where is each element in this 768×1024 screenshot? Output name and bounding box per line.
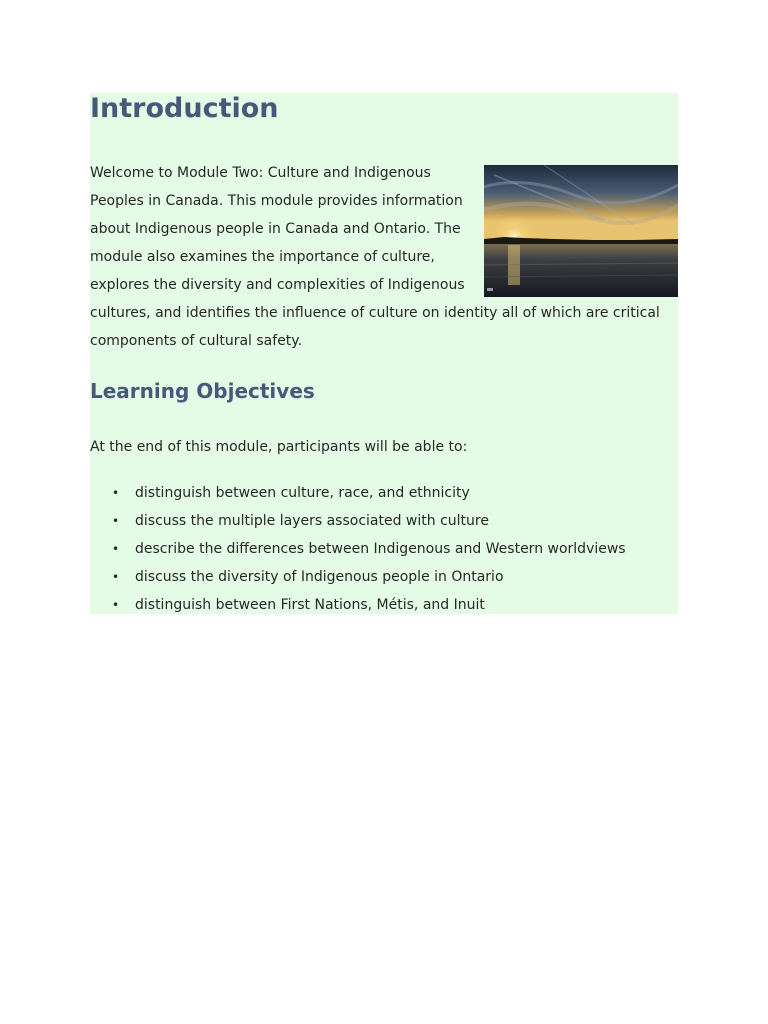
module-content-panel bbox=[90, 93, 678, 614]
list-item bbox=[90, 507, 626, 535]
introduction-heading: Introduction bbox=[90, 93, 279, 124]
list-item-text: discuss the diversity of Indigenous people in Ontario bbox=[135, 569, 504, 585]
learning-objectives-list bbox=[90, 479, 626, 619]
list-item-text: describe the differences between Indigenous and Western worldviews bbox=[135, 541, 626, 557]
sunset-lake-photo bbox=[484, 165, 678, 297]
list-item-text: discuss the multiple layers associated with culture bbox=[135, 513, 489, 529]
learning-objectives-lead: At the end of this module, participants will be able to: bbox=[90, 439, 468, 455]
learning-objectives-heading: Learning Objectives bbox=[90, 379, 315, 403]
list-item-text: distinguish between culture, race, and ethnicity bbox=[135, 485, 470, 501]
list-item-text: distinguish between First Nations, Métis, and Inuit bbox=[135, 597, 485, 613]
list-item bbox=[90, 479, 626, 507]
list-item bbox=[90, 563, 626, 591]
introduction-paragraph: Welcome to Module Two: Culture and Indigenous Peoples in Canada. This module provides information about Indigenous people in Canada and Ontario. The module also examines the importance of culture, explores the diversity and complexities of Indigenous cultures, and identifies the influence of culture on identity all of which are critical components of cultural safety. bbox=[90, 165, 660, 349]
bullet-icon: • bbox=[112, 542, 120, 556]
bullet-icon: • bbox=[112, 598, 120, 612]
list-item bbox=[90, 535, 626, 563]
bullet-icon: • bbox=[112, 570, 120, 584]
bullet-icon: • bbox=[112, 486, 120, 500]
list-item bbox=[90, 591, 626, 619]
introduction-paragraph-block bbox=[90, 159, 678, 355]
bullet-icon: • bbox=[112, 514, 120, 528]
